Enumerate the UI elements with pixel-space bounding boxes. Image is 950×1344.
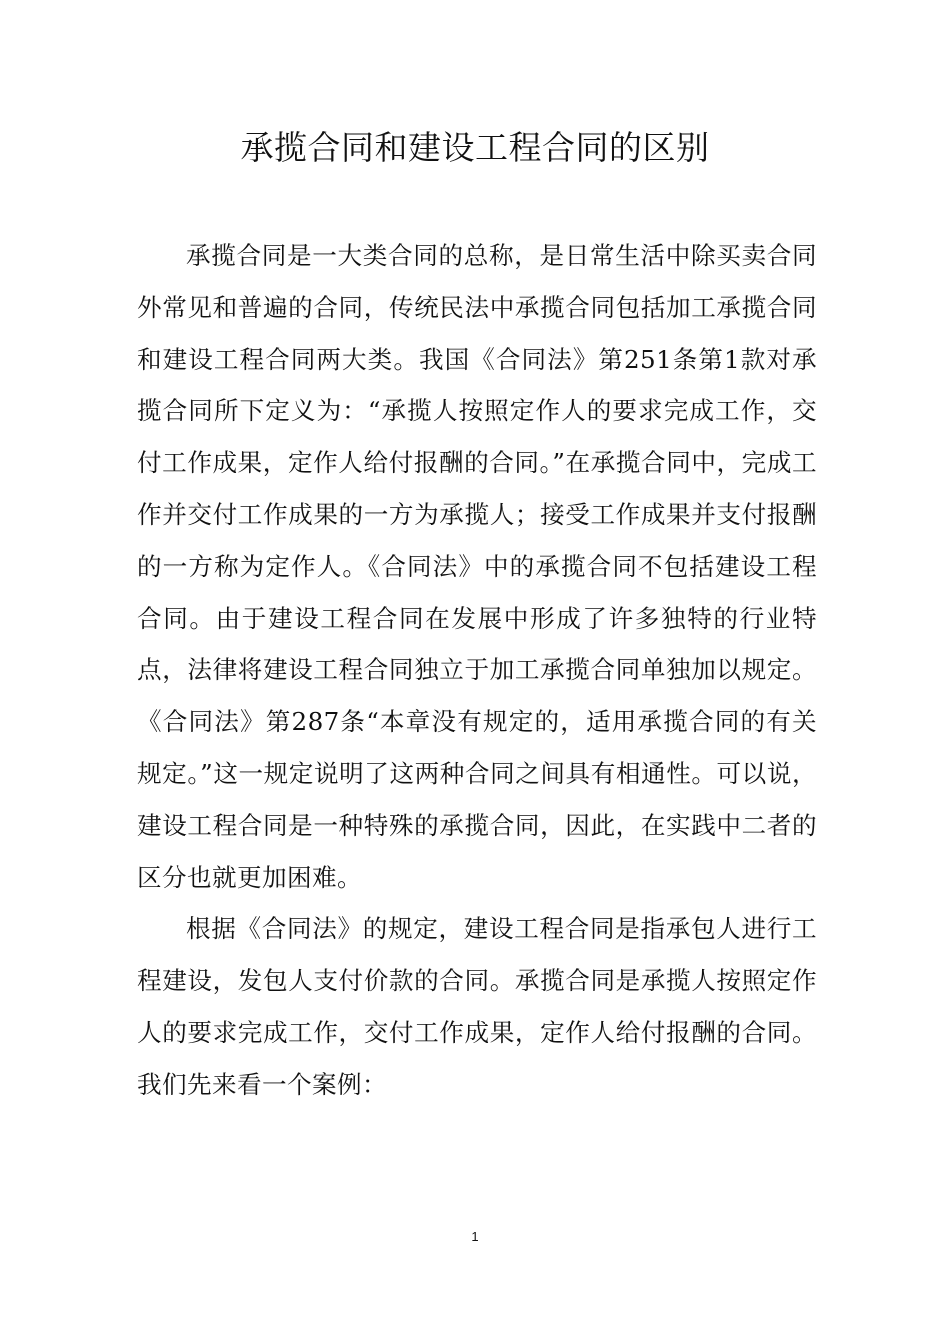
document-body [137,230,817,1111]
document-title: 承揽合同和建设工程合同的区别 [240,128,710,167]
paragraph-2: 根据《合同法》的规定，建设工程合同是指承包人进行工程建设，发包人支付价款的合同。承揽合同是承揽人按照定作人的要求完成工作，交付工作成果，定作人给付报酬的合同。我们先来看一个案例： [137,914,817,1099]
page-number: 1 [471,1229,479,1244]
paragraph-1: 承揽合同是一大类合同的总称，是日常生活中除买卖合同外常见和普遍的合同，传统民法中承揽合同包括加工承揽合同和建设工程合同两大类。我国《合同法》第251条第1款对承揽合同所下定义为：“承揽人按照定作人的要求完成工作，交付工作成果，定作人给付报酬的合同。”在承揽合同中，完成工作并交付工作成果的一方为承揽人；接受工作成果并支付报酬的一方称为定作人。《合同法》中的承揽合同不包括建设工程合同。由于建设工程合同在发展中形成了许多独特的行业特点，法律将建设工程合同独立于加工承揽合同单独加以规定。《合同法》第287条“本章没有规定的，适用承揽合同的有关规定。”这一规定说明了这两种合同之间具有相通性。可以说，建设工程合同是一种特殊的承揽合同，因此，在实践中二者的区分也就更加困难。 [137,241,817,892]
